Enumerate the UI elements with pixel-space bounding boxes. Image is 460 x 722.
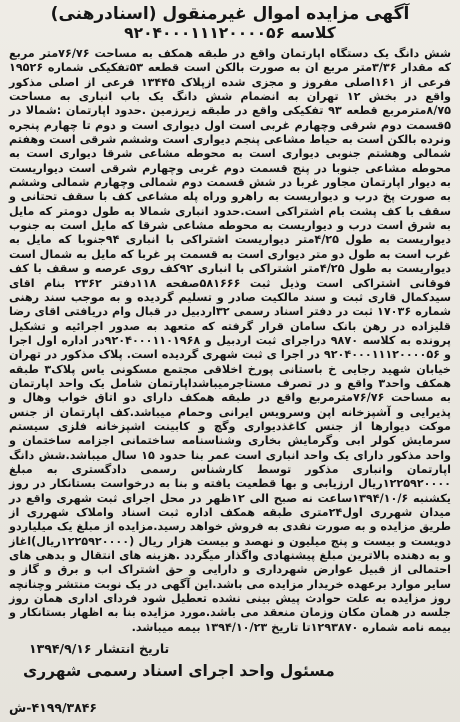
- issuer-signature: مسئول واحد اجرای اسناد رسمی شهرری: [23, 662, 335, 680]
- footer-date-row: [9, 640, 451, 658]
- case-number: کلاسه ۹۲۰۴۰۰۰۱۱۱۲۰۰۰۰۵۶: [124, 24, 336, 42]
- notice-title: آگهی مزایده اموال غیرمنقول (اسنادرهنی): [50, 4, 410, 24]
- notice-code: ۴۱۹۹/۳۸۴۶-ش: [9, 700, 98, 715]
- notice-body: شش دانگ یک دستگاه اپارتمان واقع در طبقه همکف به مساحت ۷۶/۷۶متر مربع که مقدار ۳/۳۶متر مربع ان به صورت بالکن است قطعه ۵۳تفکیکی شماره ۱۹۵۲۶ فرعی از ۱۶۱اصلی مفروز و مجزی شده ازپلاک ۱۳۴۴۵ فرعی از اصلی مذکور واقع در بخش ۱۲ تهران به انضمام شش دانگ یک باب انباری به مساحت ۸/۷۵مترمربع قطعه ۹۳ تفکیکی واقع در طبقه زیرزمین .حدود اپارتمان :شمالا در ۵قسمت دوم شرقی وچهارم غربی است اول دیواری است و دوم تا چهارم پنجره ونرده بالکن است به حیاط مشاعی پنجم دیواری است وششم شرقی است وهفتم شمالی وهشتم جنوبی دیواری است به محوطه مشاعی شرقا دیواری است به محوطه مشاعی جنوبا در پنج قسمت دوم غربی وچهارم شرقی است دیواریست به دیوار اپارتمان مجاور غربا در شش قسمت دوم شمالی وچهارم شمالی وششم به صورت پخ درب و دیواریست به راهرو وراه پله مشاعی کف با سقف تحتانی و سقف با کف پشت بام اشتراکی است.حدود انباری شمالا به طول دومتر که مایل به شرق است درب و دیواریست به محوطه مشاعی شرقا که مایل است به جنوب دیواریست به طول ۴/۲۵متر دیواریست اشتراکی با انباری ۹۴جنوبا که مایل به غرب است به طول دو متر دیواری است به قسمت پر غربا که مایل به شمال است دیواریست به طول ۴/۲۵متر اشتراکی با انباری ۹۲کف روی عرصه و سقف با کف فوقانی اشتراکی است وذیل ثبت ۵۸۱۶۶۶صفحه ۱۱۸دفتر ۲۳۶۲ بنام اقای سیدکمال قاری ثبت و سند مالکیت صادر و تسلیم گردیده و به موجب سند رهنی شماره ۱۷۰۳۶ ثبت در دفتر اسناد رسمی ۳۲اردبیل در قبال وام دریافتی اقای رضا قلیزاده در رهن بانک سامان قرار گرفته که متعهد به صدور اجرائیه و تشکیل پرونده به کلاسه ۹۸۷۰ دراجرای ثبت اردبیل و ۹۲۰۴۰۰۰۱۱۰۱۹۶۸در اداره اول اجرا و ۹۲۰۴۰۰۰۱۱۱۲۰۰۰۰۵۶ در اجرا ی ثبت شهری گردیده است. پلاک مذکور در تهران خیابان شهید رجایی خ باستانی پورخ اخلاقی مجتمع مسکونی یاس پلاک۳ طبقه همکف واحد۳ واقع و در تصرف مستاجرمیباشداپارتمان شامل یک واحد اپارتمان به مساحت ۷۶/۷۶مترمربع واقع در طبقه همکف دارای دو اتاق خواب وهال و پذیرایی و آشپزخانه اپن وسرویس ایرانی وحمام میباشد.کف اپارتمان از جنس موکت دیوارها از جنس کاغذدیواری وگچ و کابینت اشپزخانه فلزی سیستم سرمایش کولر ابی وگرمایش بخاری وشناسنامه ساختمانی اجزامه ساختمان و واحد مذکور دارای یک واحد انباری است عمر بنا حدود ۱۵ سال میباشد.شش دانگ اپارتمان وانباری مذکور توسط کارشناس رسمی دادگستری به مبلغ ۱۲۲۵۹۲۰۰۰۰ریال ارزیابی و بها قطعیت یافته و بنا به درخواست بستانکار در روز یکشنبه ۱۳۹۴/۱۰/۶ساعت نه صبح الی ۱۲ظهر در محل اجرای ثبت شهری واقع در میدان شهرری اول۲۴متری طبقه همکف اداره ثبت اسناد واملاک شهرری از طریق مزایده و به صورت نقدی به فروش خواهد رسید.مزایده از مبلغ یک میلیاردو دویست و بیست و پنج میلیون و نهصد و بیست هزار ریال (۱۲۲۵۹۲۰۰۰۰ریال)اغاز و به دهنده بالاترین مبلغ پیشنهادی واگذار میگردد .هزینه های انتقال و بدهی های احتمالی از قبیل عوارض شهرداری و دارایی و حق اشتراک اب و برق و گاز و سایر موارد برعهده خریدار مزایده می باشد.این آگهی در یک نوبت منتشر وچنانچه روز مزایده به علت حوادث پیش بینی نشده تعطیل شود فردای اداری همان روز جلسه در همان مکان وزمان منعقد می باشد.مورد مزایده بنا به اظهار بستانکار و بیمه نامه شماره ۱۲۹۳۸۷۰تا تاریخ ۱۳۹۴/۱۰/۲۳ بیمه میباشد.: [9, 47, 452, 634]
- publish-date: تاریخ انتشار ۱۳۹۴/۹/۱۶: [29, 641, 170, 656]
- notice-footer: [9, 640, 451, 682]
